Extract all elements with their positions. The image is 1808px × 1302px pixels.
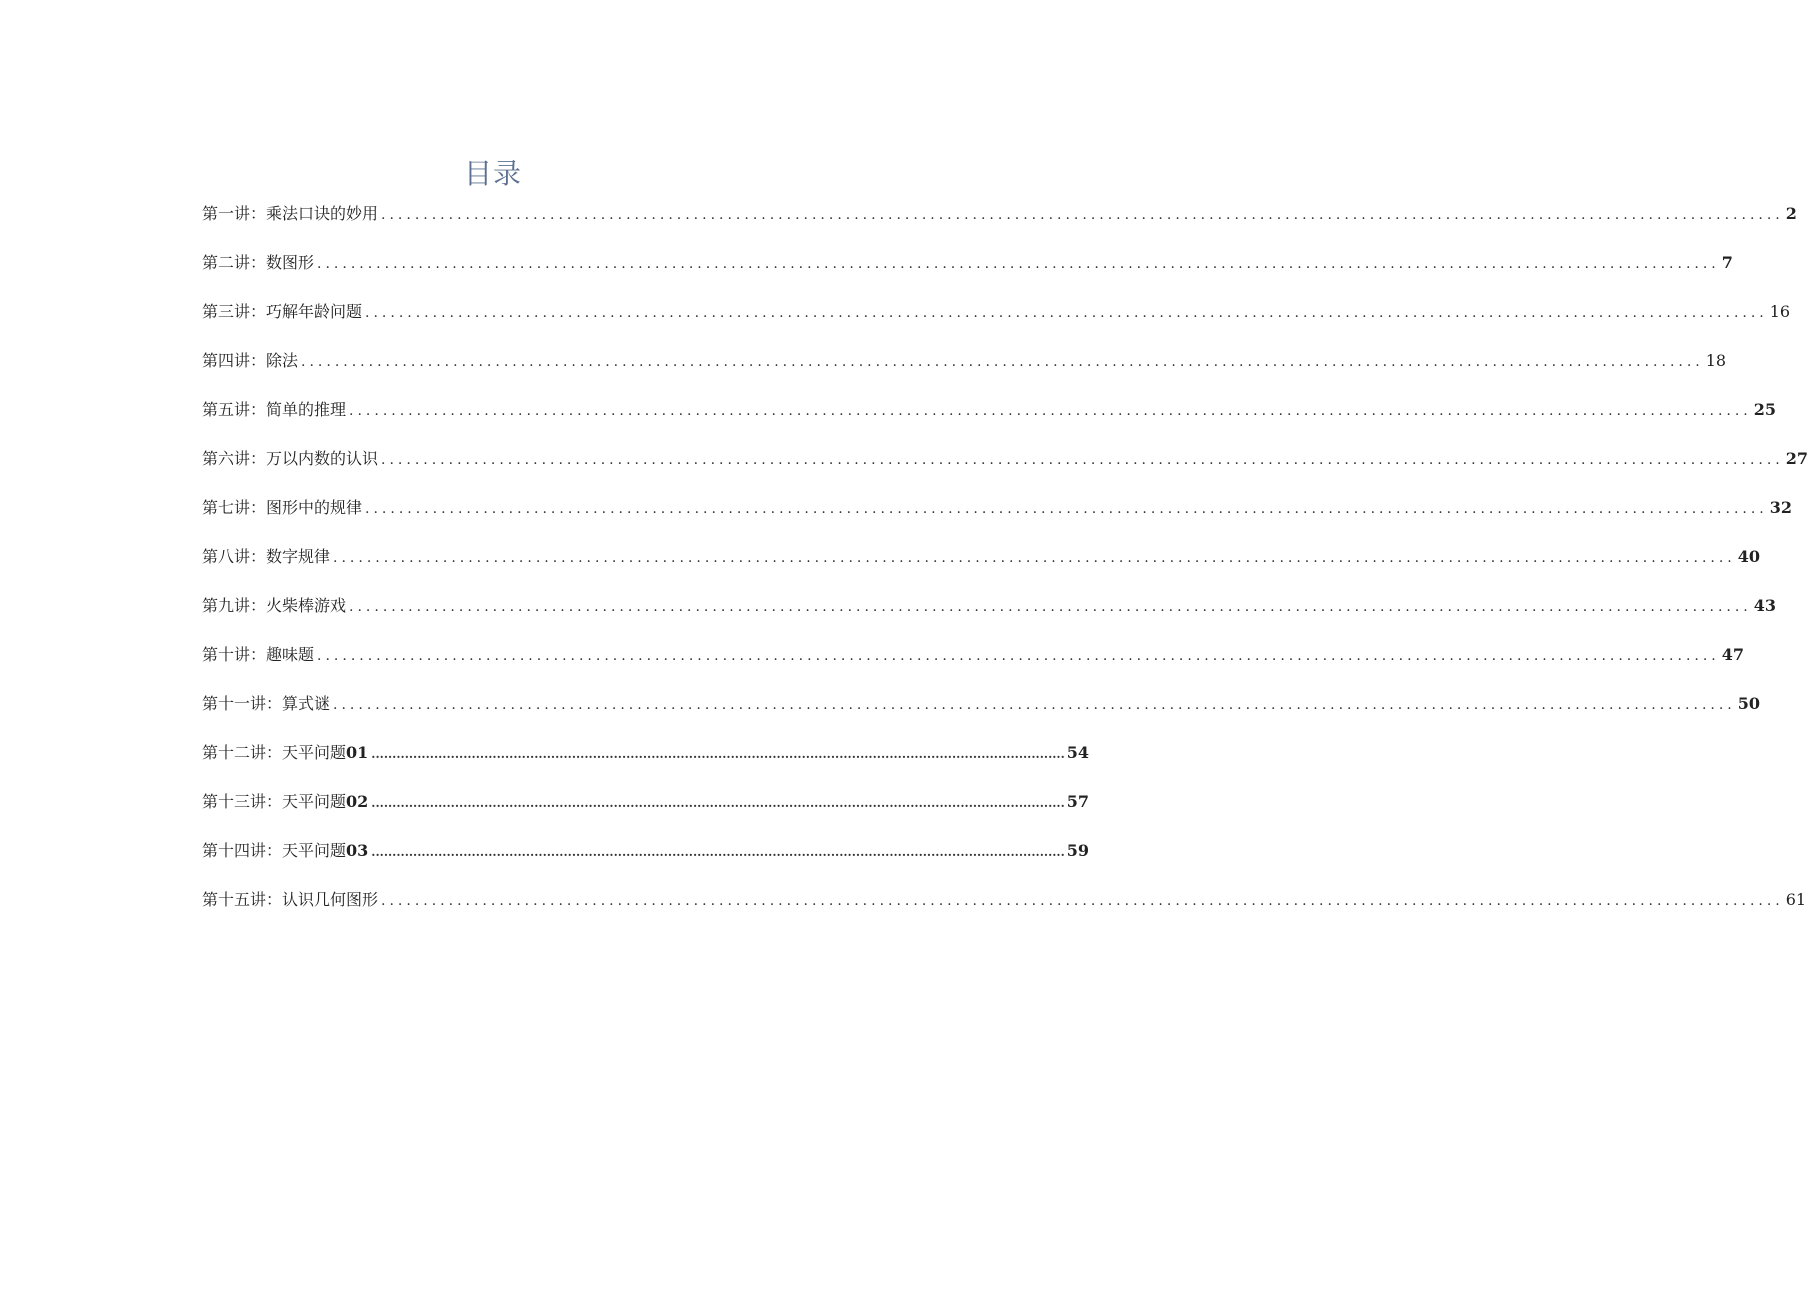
toc-entry-page: 18 bbox=[1705, 351, 1727, 370]
toc-title: 目录 bbox=[463, 157, 522, 190]
toc-leader-dots: ...................................................................................................................................................................... bbox=[381, 452, 1784, 468]
toc-entry-label: 第四讲：除法 bbox=[202, 351, 299, 370]
toc-entry-page: 7 bbox=[1721, 253, 1733, 272]
toc-leader-dots: ...................................................................................................................................................................... bbox=[365, 501, 1768, 517]
toc-entry-label: 第十五讲：认识几何图形 bbox=[202, 890, 379, 909]
toc-entry-label bbox=[202, 787, 370, 817]
toc-entry-page: 61 bbox=[1785, 890, 1807, 909]
toc-leader-dots: ...................................................................................................................................................................... bbox=[333, 550, 1736, 566]
toc-leader-dots: ...................................................................................................................................................................... bbox=[365, 305, 1768, 321]
toc-list bbox=[202, 199, 1808, 934]
toc-leader-dots: ...................................................................................................................................................................... bbox=[317, 256, 1720, 272]
toc-entry-label: 第三讲：巧解年龄问题 bbox=[202, 302, 363, 321]
toc-entry-1[interactable] bbox=[202, 199, 1797, 248]
toc-entry-page: 2 bbox=[1785, 204, 1797, 223]
toc-entry-page: 47 bbox=[1721, 645, 1745, 664]
toc-entry-label-text: 第十四讲：天平问题 bbox=[202, 841, 347, 860]
toc-entry-label: 第十一讲：算式谜 bbox=[202, 694, 331, 713]
toc-entry-label: 第五讲：简单的推理 bbox=[202, 400, 347, 419]
toc-entry-8[interactable] bbox=[202, 542, 1761, 591]
toc-leader-dots: ...................................................................................................................................................................... bbox=[371, 747, 1065, 761]
toc-entry-14[interactable] bbox=[202, 836, 1090, 885]
toc-leader-dots: ...................................................................................................................................................................... bbox=[371, 796, 1065, 810]
toc-entry-5[interactable] bbox=[202, 395, 1777, 444]
toc-entry-page: 27 bbox=[1785, 449, 1808, 468]
toc-leader-dots: ...................................................................................................................................................................... bbox=[317, 648, 1720, 664]
toc-entry-label-suffix: 01 bbox=[346, 743, 369, 762]
toc-entry-label-suffix: 02 bbox=[346, 792, 369, 811]
toc-entry-label bbox=[202, 738, 370, 768]
toc-entry-page: 43 bbox=[1753, 596, 1777, 615]
toc-entry-label-suffix: 03 bbox=[346, 841, 369, 860]
toc-entry-page: 50 bbox=[1737, 694, 1761, 713]
toc-leader-dots: ...................................................................................................................................................................... bbox=[301, 354, 1704, 370]
toc-entry-9[interactable] bbox=[202, 591, 1777, 640]
toc-entry-label: 第六讲：万以内数的认识 bbox=[202, 449, 379, 468]
toc-entry-label-text: 第十三讲：天平问题 bbox=[202, 792, 347, 811]
toc-entry-4[interactable] bbox=[202, 346, 1727, 395]
toc-entry-6[interactable] bbox=[202, 444, 1808, 493]
toc-entry-10[interactable] bbox=[202, 640, 1745, 689]
toc-entry-12[interactable] bbox=[202, 738, 1090, 787]
toc-entry-15[interactable] bbox=[202, 885, 1807, 934]
toc-entry-label: 第九讲：火柴棒游戏 bbox=[202, 596, 347, 615]
toc-leader-dots: ...................................................................................................................................................................... bbox=[381, 893, 1784, 909]
toc-leader-dots: ...................................................................................................................................................................... bbox=[349, 599, 1752, 615]
toc-entry-3[interactable] bbox=[202, 297, 1791, 346]
toc-entry-page: 54 bbox=[1066, 743, 1090, 762]
toc-leader-dots: ...................................................................................................................................................................... bbox=[349, 403, 1752, 419]
toc-leader-dots: ...................................................................................................................................................................... bbox=[381, 207, 1784, 223]
toc-entry-7[interactable] bbox=[202, 493, 1793, 542]
toc-leader-dots: ...................................................................................................................................................................... bbox=[371, 845, 1065, 859]
toc-entry-label: 第七讲：图形中的规律 bbox=[202, 498, 363, 517]
toc-entry-11[interactable] bbox=[202, 689, 1761, 738]
toc-entry-label: 第一讲：乘法口诀的妙用 bbox=[202, 204, 379, 223]
toc-entry-label-text: 第十二讲：天平问题 bbox=[202, 743, 347, 762]
toc-entry-2[interactable] bbox=[202, 248, 1733, 297]
toc-entry-page: 25 bbox=[1753, 400, 1777, 419]
toc-entry-label: 第十讲：趣味题 bbox=[202, 645, 315, 664]
toc-entry-13[interactable] bbox=[202, 787, 1090, 836]
toc-entry-label: 第二讲：数图形 bbox=[202, 253, 315, 272]
toc-entry-label: 第八讲：数字规律 bbox=[202, 547, 331, 566]
toc-entry-page: 59 bbox=[1066, 841, 1090, 860]
toc-entry-page: 32 bbox=[1769, 498, 1793, 517]
toc-entry-page: 40 bbox=[1737, 547, 1761, 566]
toc-entry-page: 16 bbox=[1769, 302, 1791, 321]
toc-leader-dots: ...................................................................................................................................................................... bbox=[333, 697, 1736, 713]
toc-entry-label bbox=[202, 836, 370, 866]
toc-entry-page: 57 bbox=[1066, 792, 1090, 811]
